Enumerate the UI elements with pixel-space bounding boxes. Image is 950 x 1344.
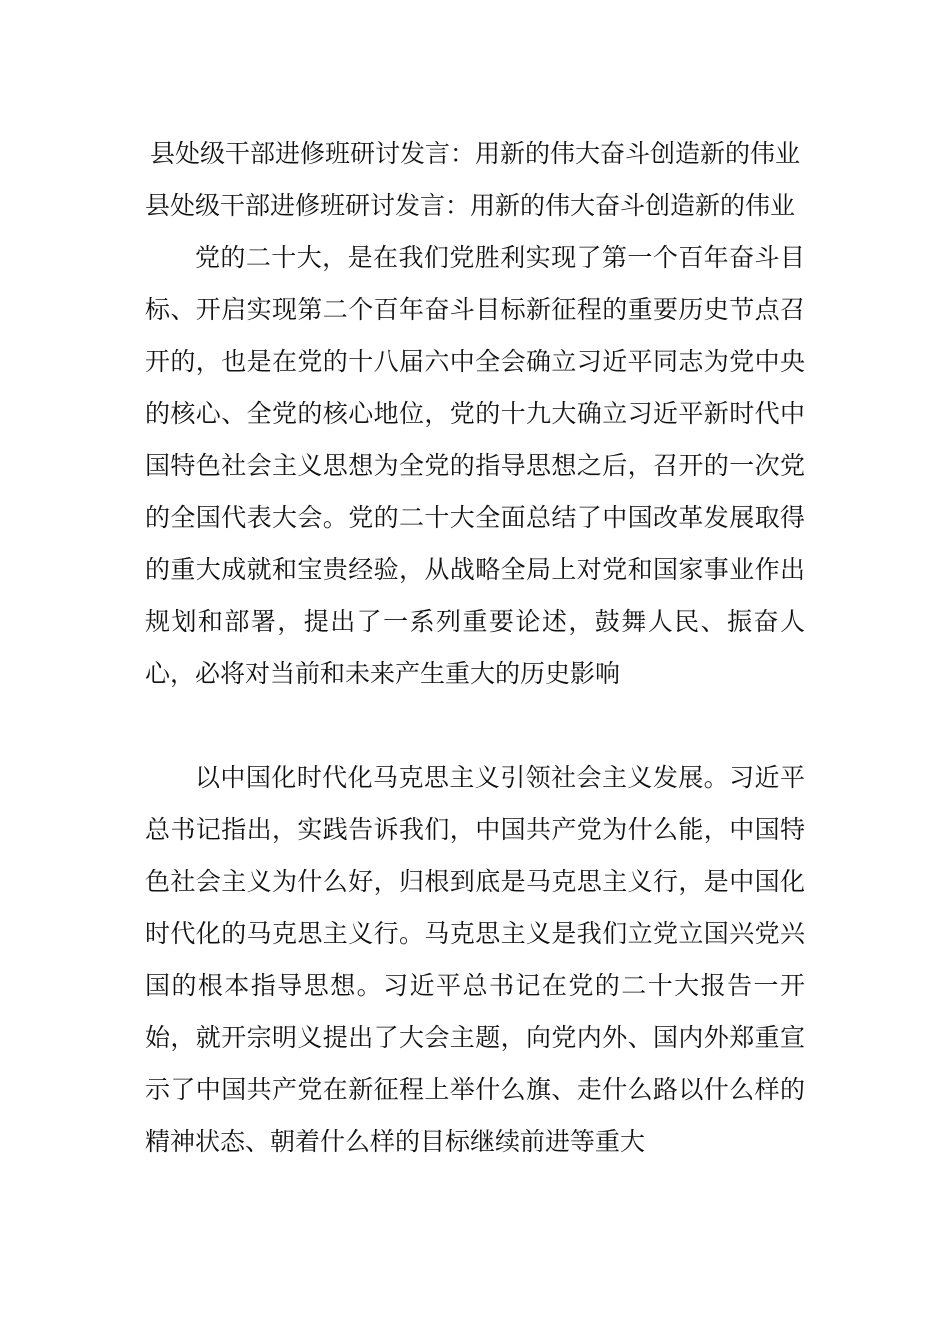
document-subtitle: 县处级干部进修班研讨发言：用新的伟大奋斗创造新的伟业: [145, 191, 796, 220]
document-title: 县处级干部进修班研讨发言：用新的伟大奋斗创造新的伟业: [149, 139, 800, 168]
paragraph-spacer: [145, 700, 805, 752]
paragraph-1: 党的二十大，是在我们党胜利实现了第一个百年奋斗目标、开启实现第二个百年奋斗目标新征程的重要历史节点召开的，也是在党的十八届六中全会确立习近平同志为党中央的核心、全党的核心地位，党的十九大确立习近平新时代中国特色社会主义思想为全党的指导思想之后，召开的一次党的全国代表大会。党的二十大全面总结了中国改革发展取得的重大成就和宝贵经验，从战略全局上对党和国家事业作出规划和部署，提出了一系列重要论述，鼓舞人民、振奋人心，必将对当前和未来产生重大的历史影响: [145, 243, 805, 688]
paragraph-2: 以中国化时代化马克思主义引领社会主义发展。习近平总书记指出，实践告诉我们，中国共产党为什么能，中国特色社会主义为什么好，归根到底是马克思主义行，是中国化时代化的马克思主义行。马克思主义是我们立党立国兴党兴国的根本指导思想。习近平总书记在党的二十大报告一开始，就开宗明义提出了大会主题，向党内外、国内外郑重宣示了中国共产党在新征程上举什么旗、走什么路以什么样的精神状态、朝着什么样的目标继续前进等重大: [145, 763, 805, 1156]
document-page: [145, 128, 805, 1168]
